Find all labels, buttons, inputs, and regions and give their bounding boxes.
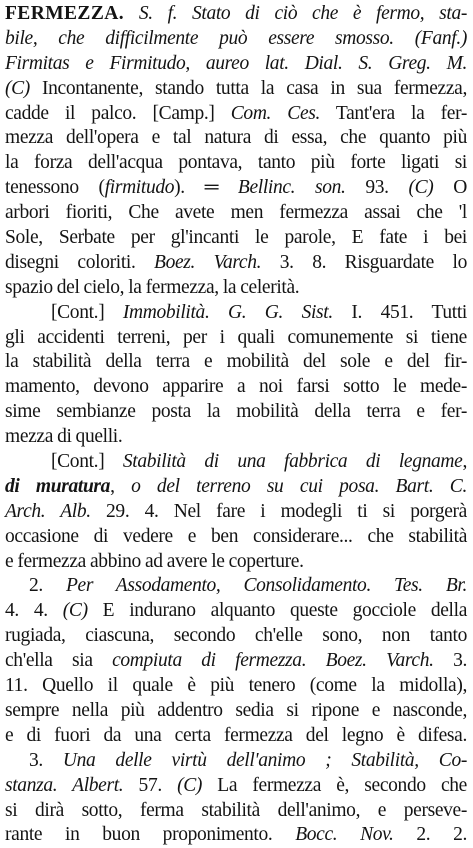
text-segment: 2. 2. xyxy=(393,824,468,846)
text-segment: ch'ella sia xyxy=(5,650,113,672)
text-line xyxy=(5,550,467,575)
text-segment: (C) xyxy=(408,177,434,199)
text-segment: sempre nella più addentro sedia si ripone e nasconde, xyxy=(5,699,467,721)
text-line xyxy=(5,599,467,624)
text-segment: Com. Ces. xyxy=(230,102,321,124)
text-line xyxy=(5,151,467,176)
text-segment: E indurano alquanto queste gocciole della xyxy=(87,600,467,622)
text-segment: ). ═ xyxy=(174,177,238,199)
text-line xyxy=(5,699,467,724)
text-line xyxy=(5,724,467,749)
text-segment: firmitudo xyxy=(104,177,175,199)
text-segment: sime sembianze posta la mobilità della terra e fer- xyxy=(5,401,467,423)
text-line xyxy=(5,251,467,276)
text-segment: la forza dell'acqua pontava, tanto più forte ligati si xyxy=(5,152,467,174)
text-line xyxy=(5,500,467,525)
text-segment: Una delle virtù dell'animo ; Stabilità, Co- xyxy=(62,749,467,771)
text-segment: 57. xyxy=(123,774,178,796)
text-line xyxy=(5,126,467,151)
text-segment: , xyxy=(110,475,132,497)
text-line xyxy=(5,27,467,52)
text-line xyxy=(5,77,467,102)
text-segment: 3. xyxy=(433,650,468,672)
text-line xyxy=(5,301,467,326)
text-line xyxy=(5,749,467,774)
text-line xyxy=(5,475,467,500)
text-line xyxy=(5,350,467,375)
text-segment: Sole, Serbate per gl'incanti le parole, E fate i bei xyxy=(5,227,467,249)
text-line xyxy=(5,624,467,649)
text-segment: disegni coloriti. xyxy=(5,251,155,273)
text-line xyxy=(5,574,467,599)
text-segment: Per Assodamento, Consolidamento. Tes. Br. xyxy=(65,575,468,597)
text-line xyxy=(5,2,467,27)
text-segment: Bellinc. son. xyxy=(237,177,346,199)
text-segment: 3. 8. Risguardate lo xyxy=(261,251,467,273)
text-line xyxy=(5,276,467,301)
text-segment: (C) xyxy=(177,774,203,796)
text-segment: Tant'era la fer- xyxy=(320,102,467,124)
text-segment: 3. xyxy=(29,749,63,771)
text-segment: 2. xyxy=(29,575,66,597)
text-segment: Incontanente, stando tutta la casa in sua fermezza, xyxy=(29,77,467,99)
text-segment: arbori fioriti, Che avete men fermezza assai che 'l xyxy=(5,202,467,224)
text-segment: 93. xyxy=(345,177,409,199)
text-segment: 4. 4. xyxy=(5,600,63,622)
text-segment: rante in buon proponimento. xyxy=(5,824,296,846)
text-line xyxy=(5,102,467,127)
text-segment: I. 451. Tutti xyxy=(332,301,467,323)
text-segment: (C) xyxy=(62,600,88,622)
text-segment: [Cont.] xyxy=(51,451,123,473)
text-line xyxy=(5,201,467,226)
text-segment: di muratura xyxy=(5,475,111,497)
text-segment: Firmitas e Firmitudo, aureo lat. Dial. S. Greg. M. xyxy=(5,52,467,74)
text-segment: si dirà sotto, ferma stabilità dell'animo, e perseve- xyxy=(5,799,467,821)
text-segment: Bocc. Nov. xyxy=(295,824,394,846)
text-line xyxy=(5,525,467,550)
text-line xyxy=(5,450,467,475)
text-segment: bile, che difficilmente può essere smosso. (Fanf.) xyxy=(5,27,467,49)
text-line xyxy=(5,799,467,824)
text-line xyxy=(5,400,467,425)
text-line xyxy=(5,425,467,450)
text-segment: tenessono ( xyxy=(5,177,105,199)
text-line xyxy=(5,774,467,799)
text-segment: O xyxy=(433,177,467,199)
text-segment: la stabilità della terra e mobilità del sole e del fir- xyxy=(5,351,467,373)
text-segment: mezza dell'opera e tal natura di essa, che quanto più xyxy=(5,127,467,149)
text-line xyxy=(5,674,467,699)
text-segment: 29. 4. Nel fare i modegli ti si porgerà xyxy=(90,500,467,522)
text-segment: (C) xyxy=(5,77,30,99)
text-line xyxy=(5,226,467,251)
text-line xyxy=(5,52,467,77)
text-segment: 11. Quello il quale è più tenero (come la midolla), xyxy=(5,675,467,697)
text-line xyxy=(5,649,467,674)
text-segment: La fermezza è, secondo che xyxy=(202,774,467,796)
headword: FERMEZZA. xyxy=(5,3,124,24)
text-segment: Stabilità di una fabbrica di legname xyxy=(122,451,463,473)
text-segment: spazio del cielo, la fermezza, la celerità. xyxy=(5,276,300,298)
text-segment: mamento, devono apparire a noi farsi sotto le mede- xyxy=(5,376,467,398)
text-line xyxy=(5,823,467,848)
text-segment: o del terreno su cui posa. Bart. C. xyxy=(131,475,467,497)
text-segment: stanza. Albert. xyxy=(5,774,124,796)
text-segment: [Cont.] xyxy=(51,301,123,323)
text-segment: , xyxy=(462,451,467,473)
text-segment: Arch. Alb. xyxy=(5,500,91,522)
text-segment: mezza di quelli. xyxy=(5,426,123,448)
text-segment: Boez. Varch. xyxy=(154,251,262,273)
text-line xyxy=(5,326,467,351)
text-segment: Immobilità. G. G. Sist. xyxy=(122,301,333,323)
text-segment: rugiada, ciascuna, secondo ch'elle sono, non tanto xyxy=(5,625,467,647)
text-segment: S. f. Stato di ciò che è fermo, sta- xyxy=(123,3,467,24)
text-segment: occasione di vedere e ben considerare... che stabilità xyxy=(5,525,467,547)
text-segment: e fermezza abbino ad avere le coperture. xyxy=(5,550,304,572)
text-line xyxy=(5,176,467,201)
text-line xyxy=(5,375,467,400)
text-segment: gli accidenti terreni, per i quali comunemente si tiene xyxy=(5,326,467,348)
dictionary-entry-fermezza xyxy=(5,2,467,848)
text-segment: cadde il palco. [Camp.] xyxy=(5,102,231,124)
text-segment: e di fuori da una certa fermezza del legno è difesa. xyxy=(5,724,467,746)
text-segment: compiuta di fermezza. Boez. Varch. xyxy=(112,650,434,672)
